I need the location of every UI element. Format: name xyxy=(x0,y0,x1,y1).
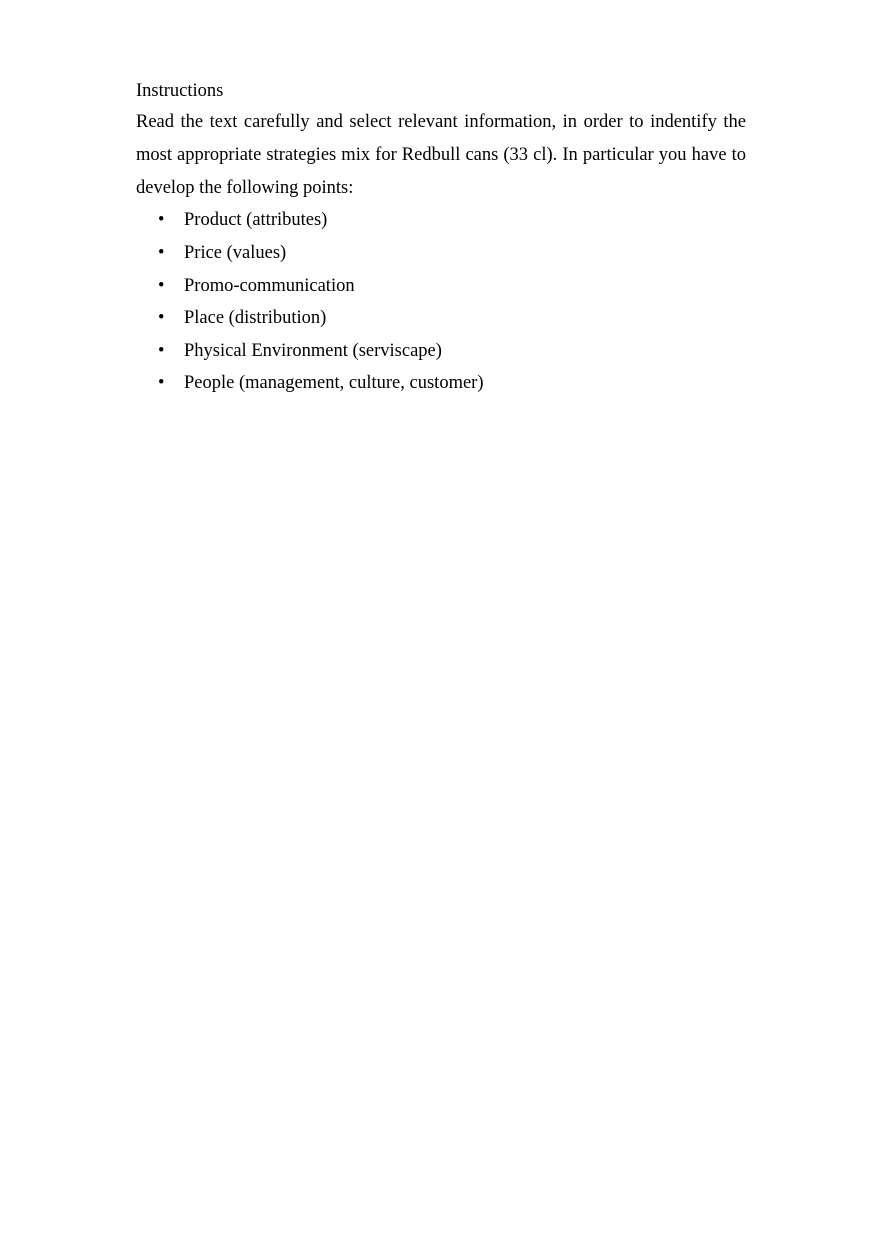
bullet-icon: • xyxy=(158,275,165,296)
list-item-people xyxy=(158,367,746,400)
points-list xyxy=(136,204,746,400)
list-item-text: People (management, culture, customer) xyxy=(184,373,484,394)
list-item-text: Product (attributes) xyxy=(184,210,328,231)
list-item-text: Promo-communication xyxy=(184,275,355,296)
list-item-place xyxy=(158,302,746,335)
list-item-promo xyxy=(158,270,746,303)
instructions-paragraph: Read the text carefully and select relevant information, in order to indentify the most appropriate strategies mix for Redbull cans (33 cl). In particular you have to develop the following points: xyxy=(136,112,746,198)
bullet-icon: • xyxy=(158,340,165,361)
bullet-icon: • xyxy=(158,373,165,394)
instructions-heading: Instructions xyxy=(136,81,224,101)
bullet-icon: • xyxy=(158,308,165,329)
bullet-icon: • xyxy=(158,210,165,231)
list-item-price xyxy=(158,237,746,270)
document-body xyxy=(136,76,746,400)
list-item-text: Place (distribution) xyxy=(184,308,327,329)
list-item-physical-environment xyxy=(158,335,746,368)
bullet-icon: • xyxy=(158,242,165,263)
list-item-text: Price (values) xyxy=(184,242,287,263)
list-item-product xyxy=(158,204,746,237)
list-item-text: Physical Environment (serviscape) xyxy=(184,340,442,361)
